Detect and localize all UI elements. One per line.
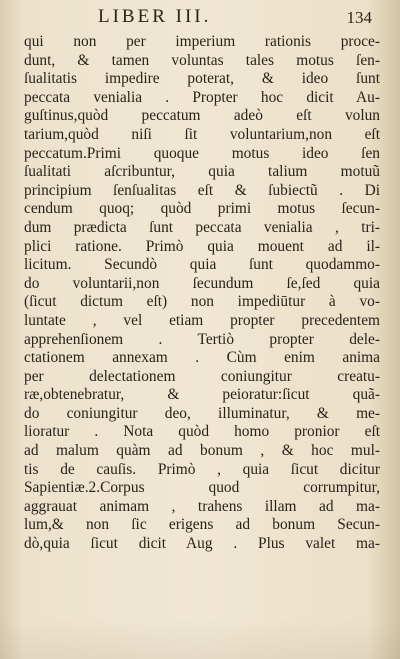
- text-line: Sapientiæ.2.Corpus quod corrumpitur,: [24, 479, 380, 497]
- text-line: per delectationem coniungitur creatu-: [24, 367, 380, 385]
- text-line: luntate , vel etiam propter precedentem: [24, 311, 380, 329]
- text-line: plici ratione. Primò quia mouent ad il-: [24, 237, 380, 255]
- text-line: qui non per imperium rationis proce-: [24, 33, 380, 50]
- text-line: tarium,quòd niſi ſit voluntarium,non eſt: [24, 125, 380, 143]
- text-line: peccata venialia . Propter hoc dicit Au-: [24, 88, 380, 106]
- text-line: peccatum.Primi quoque motus ideo ſen: [24, 144, 380, 162]
- text-line: do voluntarii,non ſecundum ſe,ſed quia: [24, 274, 380, 292]
- text-line: ſualitatis impedire poterat, & ideo ſunt: [24, 70, 380, 88]
- text-line: licitum. Secundò quia ſunt quodammo-: [24, 256, 380, 274]
- text-line: principium ſenſualitas eſt & ſubiectũ . Di: [24, 181, 380, 199]
- text-line: ctationem annexam . Cùm enim anima: [24, 349, 380, 367]
- text-line: dò,quia ſicut dicit Aug . Plus valet ma-: [24, 535, 380, 553]
- text-line: lum,& non ſic erigens ad bonum Secun-: [24, 516, 380, 534]
- running-title: LIBER III.: [98, 6, 212, 27]
- text-line: apprehenſionem . Tertiò propter dele-: [24, 330, 380, 348]
- text-line: guſtinus,quòd peccatum adeò eſt volun: [24, 107, 380, 125]
- text-line: do coniungitur deo, illuminatur, & me-: [24, 404, 380, 422]
- text-line: ræ,obtenebratur, & peioratur:ſicut quã-: [24, 386, 380, 404]
- page-header: [0, 6, 400, 30]
- text-line: aggrauat animam , trahens illam ad ma-: [24, 497, 380, 515]
- text-line: (ſicut dictum eſt) non impediūtur à vo-: [24, 293, 380, 311]
- text-line: dum prædicta ſunt peccata venialia , tri-: [24, 218, 380, 236]
- text-line: tis de cauſis. Primò , quia ſicut dicitur: [24, 460, 380, 478]
- text-line: ſualitati aſcribuntur, quia talium motuũ: [24, 163, 380, 181]
- page-number: 134: [346, 8, 372, 27]
- body-text: [24, 33, 380, 554]
- text-line: dunt, & tamen voluntas tales motus ſen-: [24, 51, 380, 69]
- text-line: cendum quoq; quòd primi motus ſecun-: [24, 200, 380, 218]
- text-line: ad malum quàm ad bonum , & hoc mul-: [24, 442, 380, 460]
- text-line: lioratur . Nota quòd homo pronior eſt: [24, 423, 380, 441]
